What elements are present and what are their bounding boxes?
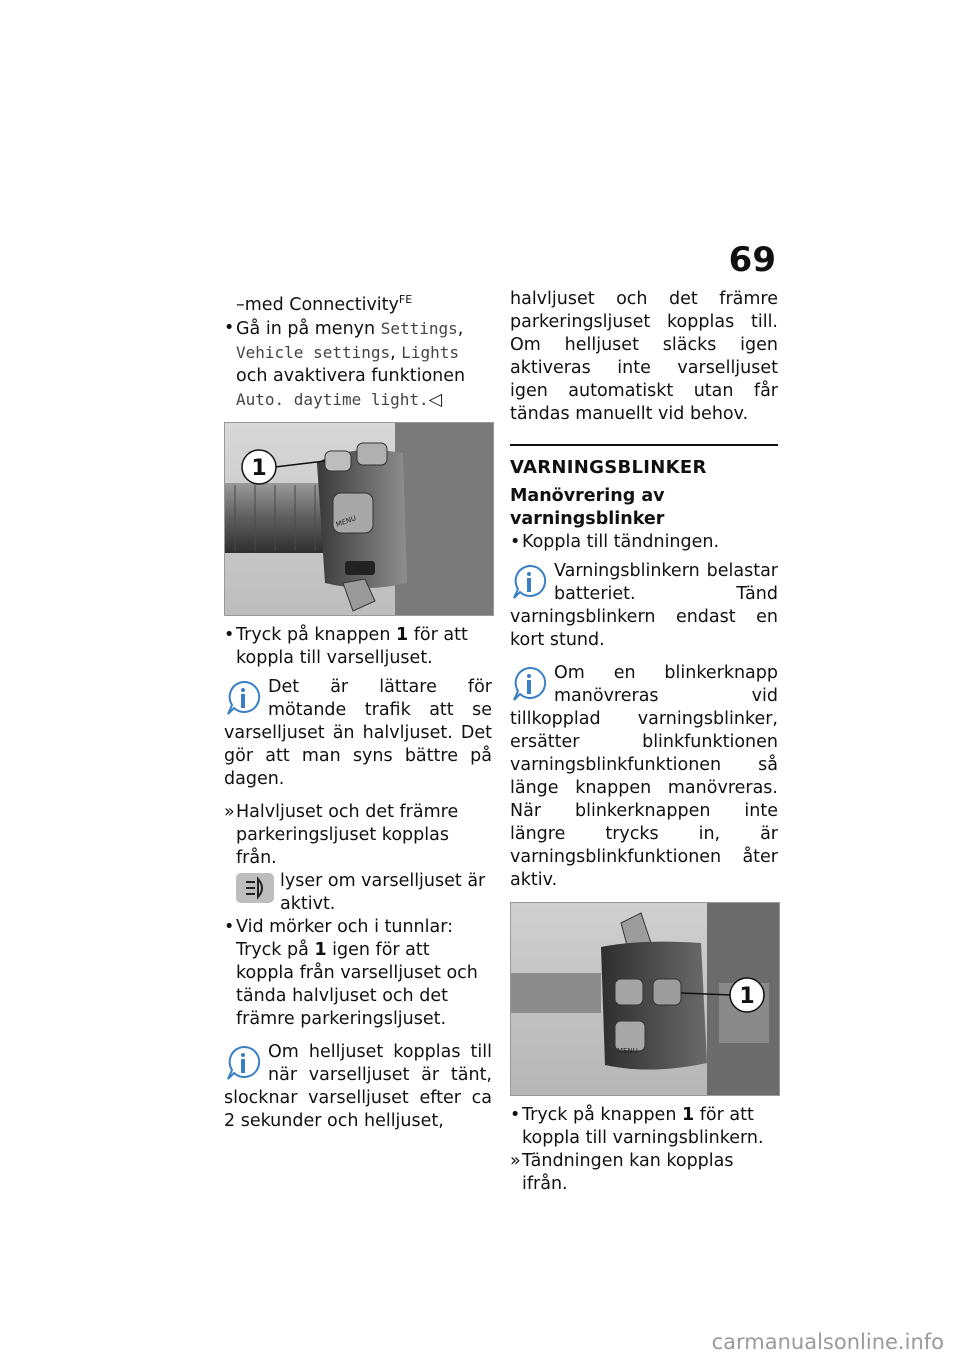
callout-1: 1 [739,984,755,1009]
note-turn-signal: Om en blinkerknapp manövreras vid tillkopplad varningsblinker, ersätter blinkfunktionen varningsblinkfunktionen så länge knappen manövreras. När blinkerknappen inte längre trycks in, är varningsblinkfunktionen åter aktiv. [510,663,778,890]
note-high-beam: Om helljuset kopplas till när varselljuset är tänt, slocknar varselljuset efter ca 2 sekunder och helljuset, [224,1041,492,1131]
step-menu-settings: • Gå in på menyn Settings, Vehicle settings, Lights och avaktivera funktionen Auto. daytime light.◁ [224,317,466,410]
step-ignition-on: • Koppla till tändningen. [510,532,720,552]
info-icon [510,562,548,602]
handlebar-switch-photo-left [224,422,494,616]
step-dark-tunnels: • Vid mörker och i tunnlar: [224,916,454,937]
section-rule [510,444,778,446]
info-icon [224,1043,262,1083]
handlebar-switch-photo-right [510,902,780,1096]
section-subheading: Manövrering av varningsblinker [510,486,665,529]
left-column [224,288,492,1133]
result-ignition-off: » Tändningen kan kopplas ifrån. [510,1151,734,1194]
step-press-button-1-hazard: • Tryck på knappen 1 för att koppla till varningsblinkern. [510,1105,764,1148]
step-press-button-1-again: Tryck på 1 igen för att koppla från varselljuset och tända halvljuset och det främre parkeringsljuset. [236,939,478,1029]
section-heading: VARNINGSBLINKER [510,457,707,478]
svg-text:MENU: MENU [334,514,358,529]
continuation-text: halvljuset och det främre parkeringsljuset kopplas till. Om helljuset släcks igen aktiveras inte varselljuset igen automatiskt utan får tändas manuellt vid behov. [510,289,778,424]
daytime-light-indicator-icon [236,873,274,903]
result-low-beam-off: » Halvljuset och det främre parkeringsljuset kopplas från. [224,801,459,868]
right-column [510,288,778,1196]
note-daytime-light: Det är lättare för mötande trafik att se varselljuset än halvljuset. Det gör att man syns bättre på dagen. [224,676,492,789]
connectivity-condition: –med Connectivity$^{FE}$ [236,293,413,315]
info-icon [510,664,548,704]
svg-text:MENU: MENU [617,1047,638,1055]
info-icon [224,678,262,718]
callout-1: 1 [251,455,267,481]
footer-watermark: carmanualsonline.info [711,1330,944,1354]
note-battery: Varningsblinkern belastar batteriet. Tänd varningsblinkern endast en kort stund. [510,561,778,650]
lamp-indicator-row: lyser om varselljuset är aktivt. [224,870,492,916]
step-press-button-1: • Tryck på knappen 1 för att koppla till varselljuset. [224,624,468,668]
page-number: 69 [728,240,776,280]
